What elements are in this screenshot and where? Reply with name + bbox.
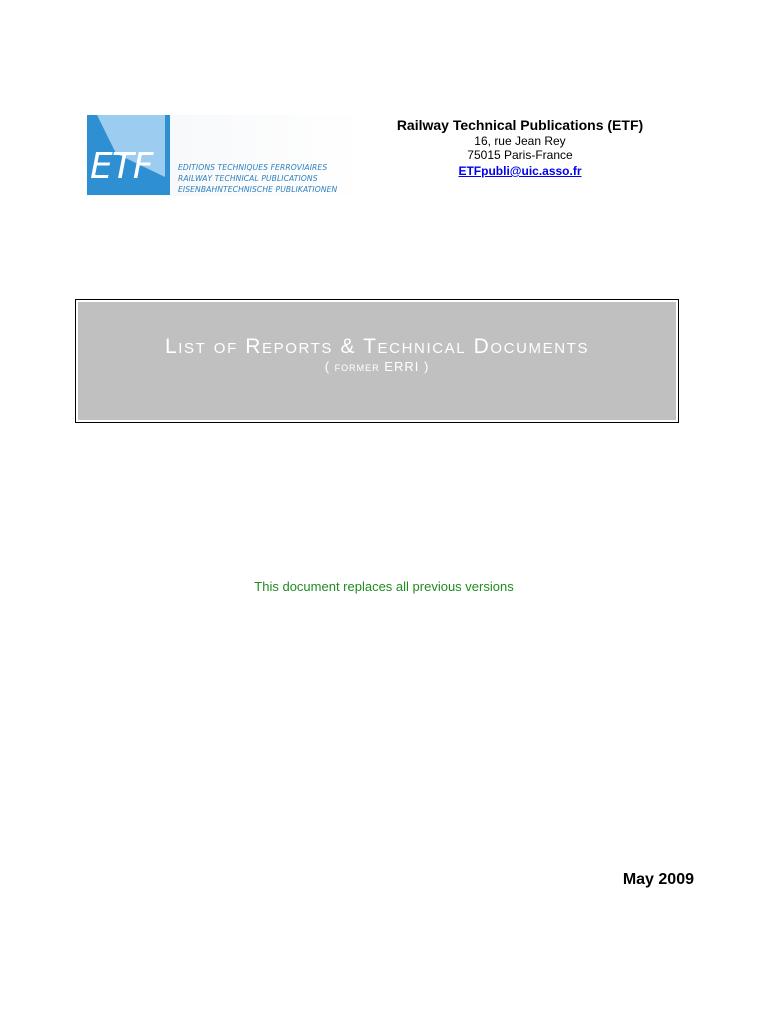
version-notice: This document replaces all previous versions — [254, 579, 514, 594]
publisher-address — [370, 117, 670, 180]
address-city: 75015 Paris-France — [467, 148, 573, 162]
logo-letters: ETF — [90, 146, 153, 187]
logo-tagline-german: EISENBAHNTECHNISCHE PUBLIKATIONEN — [178, 185, 338, 194]
document-title — [78, 334, 676, 360]
logo-tagline-english: RAILWAY TECHNICAL PUBLICATIONS — [178, 174, 318, 183]
publisher-name: Railway Technical Publications (ETF) — [396, 117, 644, 133]
email-link[interactable]: ETFpubli@uic.asso.fr — [458, 164, 582, 178]
etf-logo-mark — [87, 115, 170, 195]
logo-tagline-block — [178, 162, 337, 195]
document-title-text: List of Reports & Technical Documents — [164, 335, 590, 358]
etf-logo — [87, 115, 365, 196]
publication-date: May 2009 — [622, 871, 694, 888]
title-box — [75, 299, 679, 423]
address-street: 16, rue Jean Rey — [474, 134, 566, 148]
logo-tagline-french: EDITIONS TECHNIQUES FERROVIAIRES — [178, 163, 328, 172]
title-panel — [78, 302, 676, 420]
document-subtitle — [78, 360, 676, 374]
document-subtitle-text: ( former ERRI ) — [324, 359, 430, 374]
